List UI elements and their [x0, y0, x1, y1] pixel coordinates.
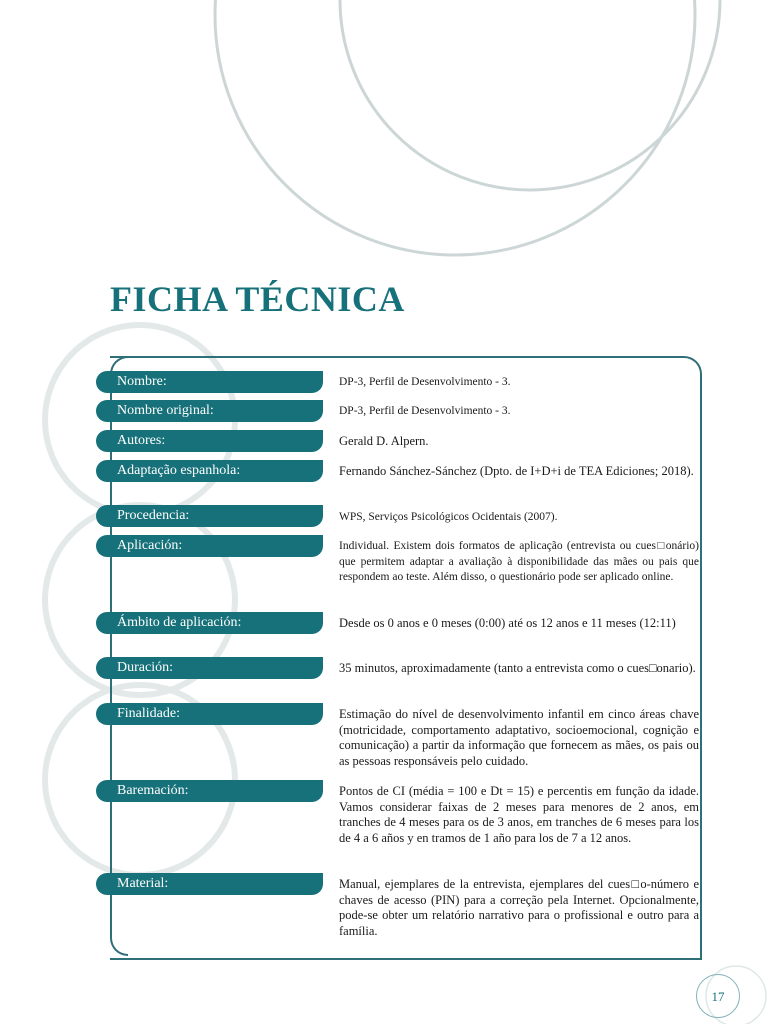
row-value-adaptacao: Fernando Sánchez-Sánchez (Dpto. de I+D+i de TEA Ediciones; 2018).	[339, 464, 694, 478]
row-value-duracion: 35 minutos, aproximadamente (tanto a entrevista como o cues□onario).	[339, 661, 696, 675]
row-value-procedencia: WPS, Serviços Psicológicos Ocidentais (2007).	[339, 511, 558, 523]
row-value-nombre-original: DP-3, Perfil de Desenvolvimento - 3.	[339, 405, 511, 417]
row-label-nombre: Nombre:	[96, 371, 323, 393]
row-label-ambito: Ámbito de aplicación:	[96, 612, 323, 634]
row-label-baremacion: Baremación:	[96, 780, 323, 802]
row-value-nombre: DP-3, Perfil de Desenvolvimento - 3.	[339, 376, 511, 388]
row-label-material: Material:	[96, 873, 323, 895]
row-value-material: Manual, ejemplares de la entrevista, ejemplares del cues□o-número e chaves de acesso (PIN) para a correção pela Internet. Opcionalmente, pode-se obter um relatório narrativo para o profissional e outro para a família.	[339, 877, 699, 938]
row-label-aplicacion: Aplicación:	[96, 535, 323, 557]
row-value-ambito: Desde os 0 anos e 0 meses (0:00) até os 12 anos e 11 meses (12:11)	[339, 616, 676, 630]
row-label-adaptacao: Adaptação espanhola:	[96, 460, 323, 482]
row-value-baremacion: Pontos de CI (média = 100 e Dt = 15) e percentis em função da idade. Vamos considerar faixas de 2 meses para menores de 2 anos, em tranches de 4 meses para os de 3 anos, em tranches de 6 meses para los de 4 a 6 años y en tramos de 1 año para los de 7 a 12 anos.	[339, 784, 699, 845]
row-label-autores: Autores:	[96, 430, 323, 452]
row-label-nombre-original: Nombre original:	[96, 400, 323, 422]
row-label-duracion: Duración:	[96, 657, 323, 679]
row-label-procedencia: Procedencia:	[96, 505, 323, 527]
row-value-finalidade: Estimação do nível de desenvolvimento infantil em cinco áreas chave (motricidade, comportamento adaptativo, socioemocional, cognição e comunicação) a partir da informação que fornecem as mães, os pais ou as pessoas responsáveis pelo cuidado.	[339, 707, 699, 768]
row-value-autores: Gerald D. Alpern.	[339, 434, 429, 448]
page-number: 17	[696, 974, 740, 1018]
row-label-finalidade: Finalidade:	[96, 703, 323, 725]
row-value-aplicacion: Individual. Existem dois formatos de aplicação (entrevista ou cues□onário) que permitem adaptar a avaliação à disponibilidade das mães ou pais que respondem ao teste. Além disso, o questionário pode ser aplicado online.	[339, 540, 699, 583]
page-title: FICHA TÉCNICA	[110, 279, 405, 319]
